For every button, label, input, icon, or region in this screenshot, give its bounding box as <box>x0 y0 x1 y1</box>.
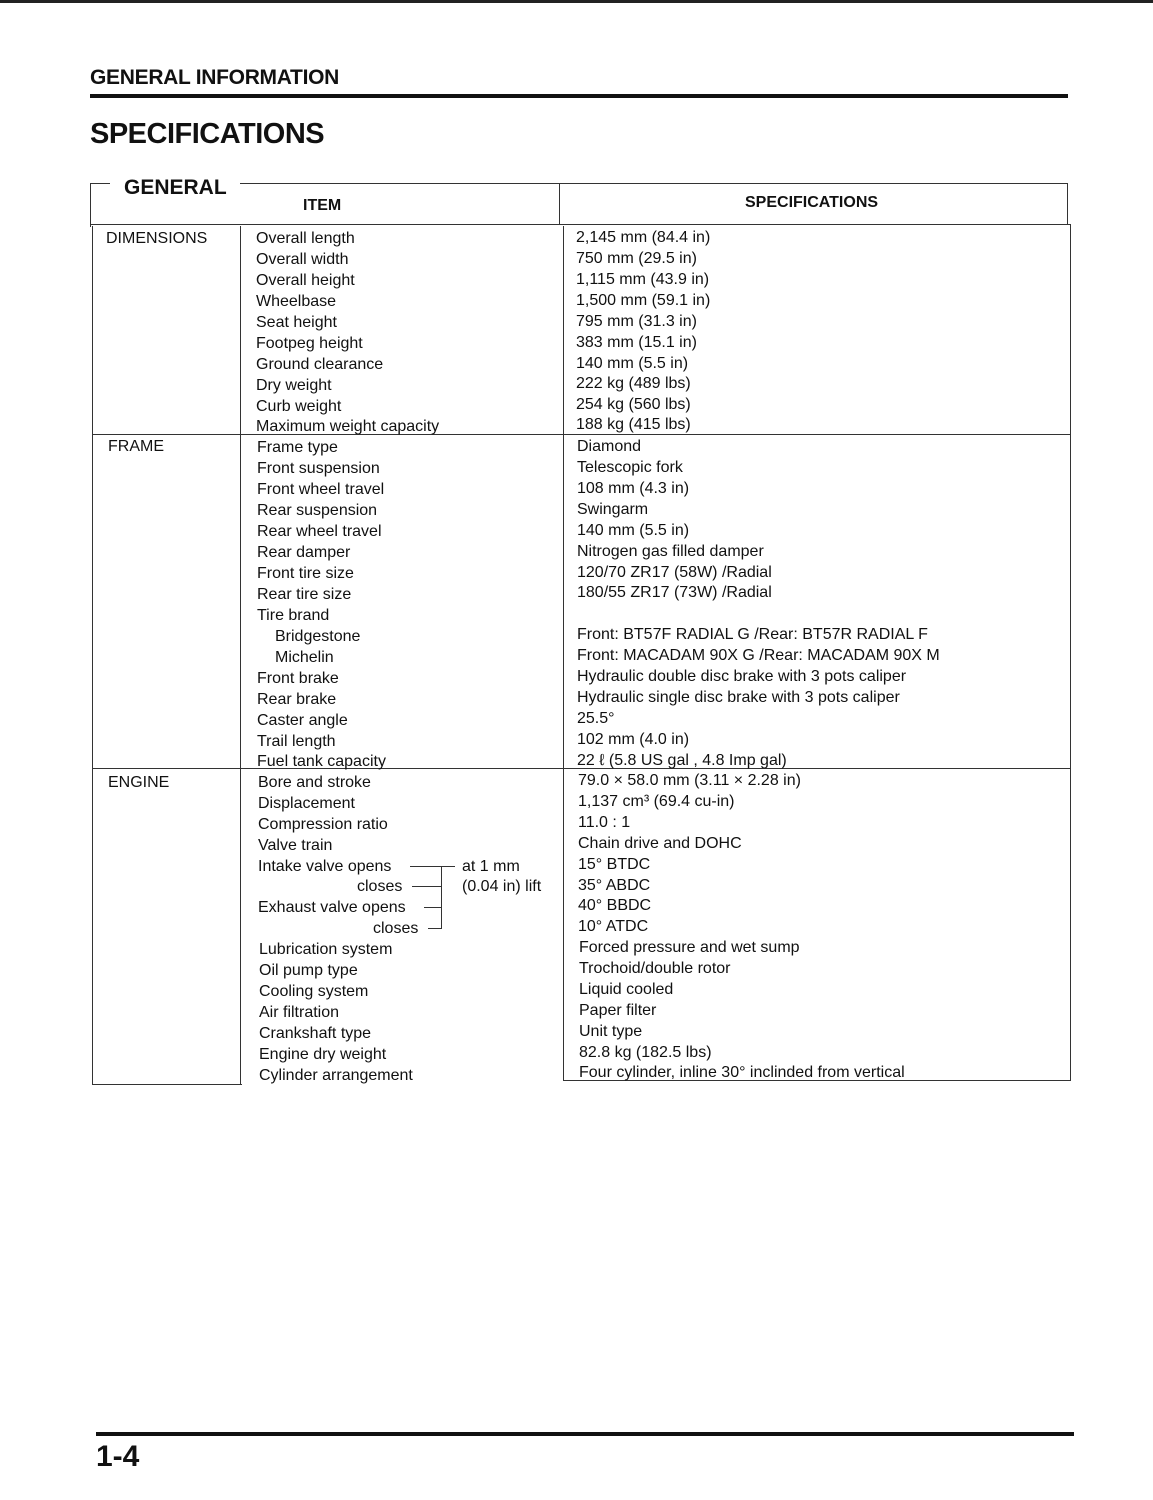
spec-cell: Trochoid/double rotor <box>579 960 731 977</box>
spec-cell: Forced pressure and wet sump <box>579 939 800 956</box>
item-cell: Overall height <box>256 272 355 289</box>
item-cell: Seat height <box>256 314 337 331</box>
item-cell: Dry weight <box>256 377 332 394</box>
group-label-engine: ENGINE <box>108 774 170 791</box>
item-cell: Frame type <box>257 439 338 456</box>
spec-cell: Swingarm <box>577 501 649 518</box>
item-cell: Overall length <box>256 230 355 247</box>
spec-cell: 120/70 ZR17 (58W) /Radial <box>577 564 772 581</box>
spec-cell: 11.0 : 1 <box>578 814 631 831</box>
spec-cell: 10° ATDC <box>578 918 649 935</box>
column-header-item: ITEM <box>303 197 342 214</box>
group-col-divider <box>240 226 241 1084</box>
item-cell: Footpeg height <box>256 335 363 352</box>
spec-cell: 108 mm (4.3 in) <box>577 480 690 497</box>
item-cell: Curb weight <box>256 398 342 415</box>
item-cell: Compression ratio <box>258 816 388 833</box>
item-cell: Ground clearance <box>256 356 384 373</box>
top-rule <box>0 0 1153 3</box>
spec-cell: Unit type <box>579 1023 643 1040</box>
item-cell: Valve train <box>258 837 333 854</box>
item-cell: Rear damper <box>257 544 351 561</box>
group-label-frame: FRAME <box>108 438 164 455</box>
header-rule <box>90 94 1068 98</box>
spec-cell: Chain drive and DOHC <box>578 835 742 852</box>
spec-cell: Hydraulic single disc brake with 3 pots caliper <box>577 689 900 706</box>
page-number: 1-4 <box>96 1440 140 1473</box>
spec-cell: 40° BBDC <box>578 897 652 914</box>
spec-cell: 35° ABDC <box>578 877 651 894</box>
spec-cell: 15° BTDC <box>578 856 651 873</box>
item-cell: Air filtration <box>259 1004 340 1021</box>
box-right-border-lower <box>1070 224 1071 1080</box>
item-cell: closes <box>373 920 419 937</box>
spec-cell: 180/55 ZR17 (73W) /Radial <box>577 584 772 601</box>
spec-cell: 79.0 × 58.0 mm (3.11 × 2.28 in) <box>578 772 801 789</box>
item-cell: Trail length <box>257 733 336 750</box>
spec-cell: Front: MACADAM 90X G /Rear: MACADAM 90X M <box>577 647 940 664</box>
item-cell: Caster angle <box>257 712 348 729</box>
bracket-line <box>428 928 442 929</box>
item-cell: Wheelbase <box>256 293 337 310</box>
spec-cell: Four cylinder, inline 30° inclinded from vertical <box>579 1064 905 1081</box>
spec-cell: 2,145 mm (84.4 in) <box>576 229 711 246</box>
item-cell: Front brake <box>257 670 339 687</box>
spec-cell: 222 kg (489 lbs) <box>576 375 691 392</box>
spec-cell: 82.8 kg (182.5 lbs) <box>579 1044 712 1061</box>
spec-cell: 750 mm (29.5 in) <box>576 250 697 267</box>
item-cell: Front suspension <box>257 460 380 477</box>
section-header: GENERAL INFORMATION <box>90 66 340 89</box>
bracket-line <box>410 866 455 867</box>
item-cell: Cooling system <box>259 983 369 1000</box>
column-header-specifications: SPECIFICATIONS <box>745 194 879 211</box>
spec-cell: 102 mm (4.0 in) <box>577 731 690 748</box>
item-cell: Rear suspension <box>257 502 378 519</box>
spec-cell: 795 mm (31.3 in) <box>576 313 697 330</box>
box-bottom-border <box>92 1084 242 1085</box>
item-cell: Intake valve opens <box>258 858 392 875</box>
item-cell: Crankshaft type <box>259 1025 372 1042</box>
spec-cell: 1,500 mm (59.1 in) <box>576 292 711 309</box>
item-cell: closes <box>357 878 403 895</box>
spec-cell: 188 kg (415 lbs) <box>576 416 691 433</box>
spec-cell: Hydraulic double disc brake with 3 pots caliper <box>577 668 907 685</box>
spec-cell: Liquid cooled <box>579 981 674 998</box>
box-left-border-lower <box>92 226 93 1084</box>
spec-cell: Telescopic fork <box>577 459 683 476</box>
spec-cell: Diamond <box>577 438 642 455</box>
group-label-dimensions: DIMENSIONS <box>106 230 208 247</box>
item-cell: Fuel tank capacity <box>257 753 386 770</box>
spec-cell: 140 mm (5.5 in) <box>577 522 690 539</box>
spec-col-divider-lower <box>563 226 564 1081</box>
item-cell: Overall width <box>256 251 349 268</box>
box-right-border <box>1067 183 1068 225</box>
item-cell: Tire brand <box>257 607 330 624</box>
valve-note-line2: (0.04 in) lift <box>462 878 542 895</box>
box-top-border-left <box>90 183 110 184</box>
spec-cell: 22 ℓ (5.8 US gal , 4.8 Imp gal) <box>577 752 787 769</box>
spec-cell: 25.5° <box>577 710 615 727</box>
spec-cell: 140 mm (5.5 in) <box>576 355 689 372</box>
spec-cell: Front: BT57F RADIAL G /Rear: BT57R RADIAL F <box>577 626 928 643</box>
item-cell: Bridgestone <box>275 628 361 645</box>
spec-cell: 1,137 cm³ (69.4 cu-in) <box>578 793 735 810</box>
item-cell: Rear tire size <box>257 586 352 603</box>
valve-note-line1: at 1 mm <box>462 858 520 875</box>
bracket-line <box>412 886 442 887</box>
item-cell: Oil pump type <box>259 962 358 979</box>
spec-cell: 383 mm (15.1 in) <box>576 334 697 351</box>
header-divider <box>90 224 1070 225</box>
item-cell: Exhaust valve opens <box>258 899 406 916</box>
box-left-border <box>90 183 91 227</box>
item-cell: Michelin <box>275 649 334 666</box>
footer-rule <box>96 1432 1074 1436</box>
bracket-line <box>424 907 442 908</box>
item-cell: Front wheel travel <box>257 481 385 498</box>
spec-cell: 254 kg (560 lbs) <box>576 396 691 413</box>
item-cell: Rear brake <box>257 691 337 708</box>
page-title: SPECIFICATIONS <box>90 118 325 150</box>
item-cell: Maximum weight capacity <box>256 418 440 435</box>
spec-cell: Paper filter <box>579 1002 657 1019</box>
spec-cell: 1,115 mm (43.9 in) <box>576 271 710 288</box>
bracket-vertical <box>441 866 442 928</box>
item-cell: Displacement <box>258 795 355 812</box>
item-cell: Engine dry weight <box>259 1046 387 1063</box>
item-cell: Lubrication system <box>259 941 393 958</box>
item-cell: Rear wheel travel <box>257 523 382 540</box>
box-label: GENERAL <box>118 176 233 200</box>
item-cell: Front tire size <box>257 565 354 582</box>
box-top-border-right <box>240 183 1068 184</box>
item-cell: Cylinder arrangement <box>259 1067 413 1084</box>
item-cell: Bore and stroke <box>258 774 371 791</box>
spec-col-divider <box>559 183 560 225</box>
spec-cell: Nitrogen gas filled damper <box>577 543 764 560</box>
